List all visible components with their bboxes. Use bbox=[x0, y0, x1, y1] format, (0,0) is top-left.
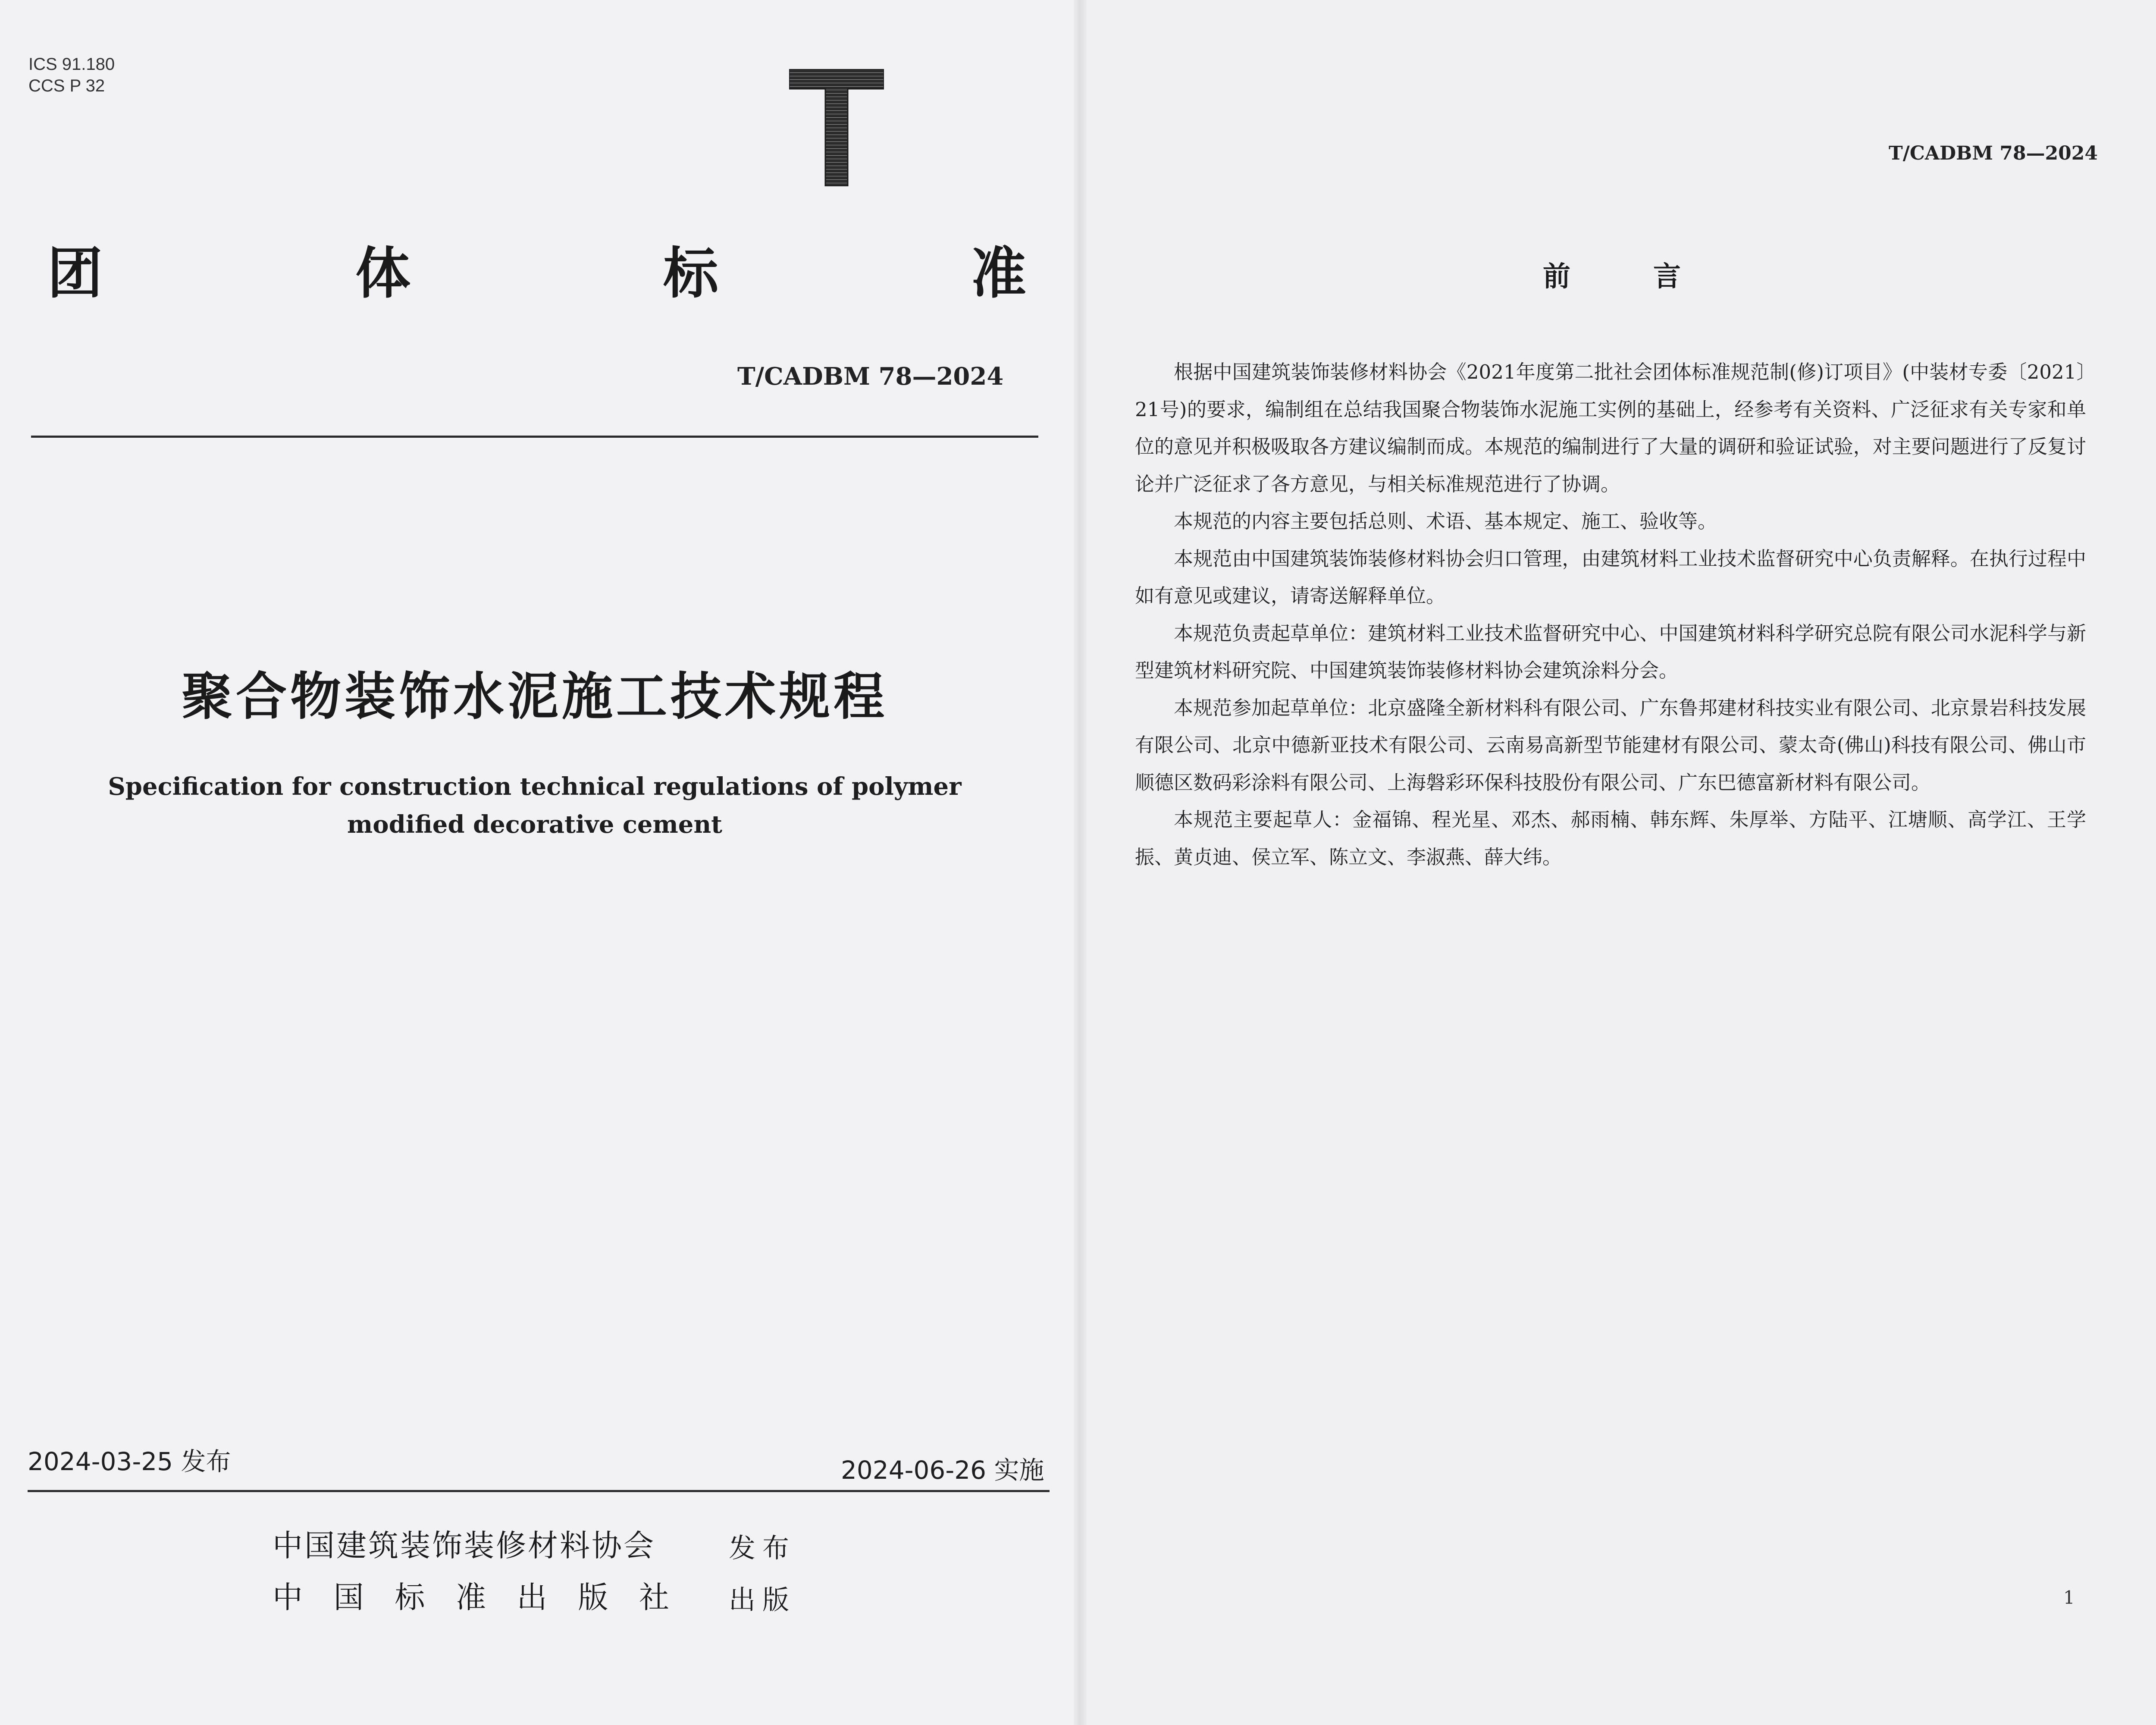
preface-paragraph: 本规范主要起草人：金福锦、程光星、邓杰、郝雨楠、韩东辉、朱厚举、方陆平、江塘顺、高学江、王学振、黄贞迪、侯立军、陈立文、李淑燕、薛大纬。 bbox=[1135, 808, 2086, 869]
ics-code: ICS 91.180 bbox=[28, 55, 115, 74]
type-char: 团 bbox=[47, 242, 103, 306]
preface-title-char: 言 bbox=[1653, 261, 1681, 293]
preface-paragraph: 本规范负责起草单位：建筑材料工业技术监督研究中心、中国建筑材料科学研究总院有限公司水泥科学与新型建筑材料研究院、中国建筑装饰装修材料协会建筑涂料分会。 bbox=[1135, 621, 2086, 682]
ccs-code: CCS P 32 bbox=[28, 76, 105, 95]
standard-title-en bbox=[86, 768, 983, 844]
type-char: 标 bbox=[663, 242, 718, 306]
press-char: 出 bbox=[517, 1580, 547, 1615]
preface-paragraph: 本规范参加起草单位：北京盛隆全新材料科有限公司、广东鲁邦建材科技实业有限公司、北京景岩科技发展有限公司、北京中德新亚技术有限公司、云南易高新型节能建材有限公司、蒙太奇(佛山)科技有限公司、佛山市顺德区数码彩涂料有限公司、上海磐彩环保科技股份有限公司、广东巴德富新材料有限公司。 bbox=[1135, 696, 2086, 794]
press-char: 标 bbox=[395, 1580, 425, 1615]
title-en-line: modified decorative cement bbox=[347, 810, 723, 839]
publish-date: 2024-03-25 发布 bbox=[28, 1447, 231, 1476]
t-standard-logo bbox=[789, 69, 884, 186]
press-char: 版 bbox=[578, 1580, 608, 1615]
preface-title-char: 前 bbox=[1543, 261, 1570, 293]
publisher-press bbox=[273, 1573, 669, 1617]
page-number: 1 bbox=[2063, 1587, 2075, 1608]
press-char: 中 bbox=[273, 1580, 303, 1615]
classification-codes bbox=[28, 53, 115, 97]
standard-type-title bbox=[47, 242, 1026, 306]
publisher-association: 中国建筑装饰装修材料协会 bbox=[273, 1528, 655, 1563]
press-char: 国 bbox=[333, 1580, 364, 1615]
preface-body bbox=[1135, 354, 2086, 876]
publisher-association-action: 发布 bbox=[729, 1532, 796, 1564]
standard-number: T/CADBM 78—2024 bbox=[737, 362, 1004, 391]
press-char: 社 bbox=[639, 1580, 669, 1615]
preface-paragraph: 本规范的内容主要包括总则、术语、基本规定、施工、验收等。 bbox=[1174, 510, 1717, 533]
title-en-line: Specification for construction technical regulations of polymer bbox=[108, 772, 962, 801]
preface-title bbox=[1543, 254, 1681, 294]
page-header-standard-number: T/CADBM 78—2024 bbox=[1889, 142, 2098, 164]
type-char: 准 bbox=[971, 242, 1026, 306]
standard-title-cn: 聚合物装饰水泥施工技术规程 bbox=[181, 667, 888, 726]
type-char: 体 bbox=[355, 242, 411, 306]
preface-paragraph: 本规范由中国建筑装饰装修材料协会归口管理，由建筑材料工业技术监督研究中心负责解释。在执行过程中如有意见或建议，请寄送解释单位。 bbox=[1135, 547, 2086, 607]
bottom-divider bbox=[28, 1490, 1050, 1492]
implement-date: 2024-06-26 实施 bbox=[841, 1455, 1044, 1485]
preface-paragraph: 根据中国建筑装饰装修材料协会《2021年度第二批社会团体标准规范制(修)订项目》(中装材专委〔2021〕21号)的要求，编制组在总结我国聚合物装饰水泥施工实例的基础上，经参考有关资料、广泛征求有关专家和单位的意见并积极吸取各方建议编制而成。本规范的编制进行了大量的调研和验证试验，对主要问题进行了反复讨论并广泛征求了各方意见，与相关标准规范进行了协调。 bbox=[1135, 361, 2086, 496]
press-char: 准 bbox=[455, 1580, 486, 1615]
top-divider bbox=[31, 436, 1038, 438]
book-spine-shadow bbox=[1074, 0, 1087, 1725]
publisher-press-action: 出版 bbox=[729, 1584, 796, 1615]
